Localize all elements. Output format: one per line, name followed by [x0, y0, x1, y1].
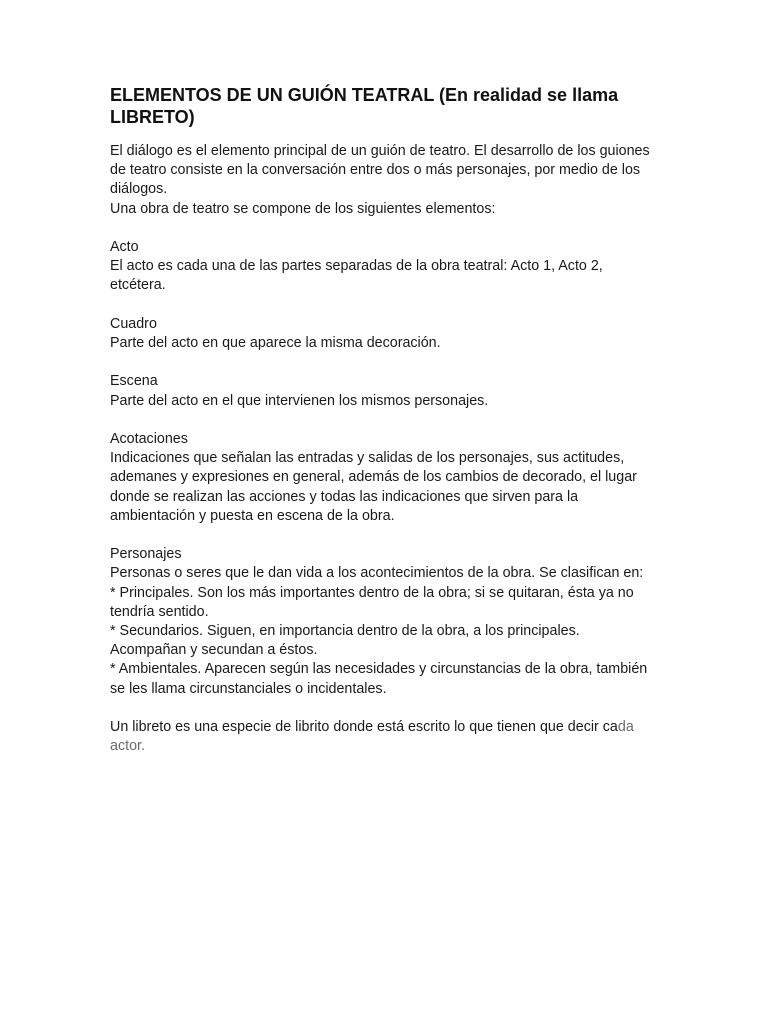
section-body-cuadro: Parte del acto en que aparece la misma decoración. [110, 335, 441, 351]
section-body-acto: El acto es cada una de las partes separadas de la obra teatral: Acto 1, Acto 2, etcétera. [110, 258, 603, 294]
intro-paragraph: El diálogo es el elemento principal de un guión de teatro. El desarrollo de los guiones de teatro consiste en la conversación entre dos o más personajes, por medio de los diálogos. [110, 143, 650, 198]
section-heading-acotaciones: Acotaciones [110, 430, 188, 447]
spacer [110, 411, 650, 430]
spacer [110, 296, 650, 315]
closing-text-faded: da actor. [110, 719, 634, 755]
spacer [110, 219, 650, 238]
closing-text: Un libreto es una especie de librito donde está escrito lo que tienen que decir ca [110, 719, 618, 735]
list-item-ambientales: * Ambientales. Aparecen según las necesidades y circunstancias de la obra, también se les llama circunstanciales o incidentales. [110, 661, 648, 697]
document-title: ELEMENTOS DE UN GUIÓN TEATRAL (En realidad se llama LIBRETO) [110, 85, 619, 127]
section-body-personajes: Personas o seres que le dan vida a los acontecimientos de la obra. Se clasifican en: [110, 565, 644, 582]
list-item-secundarios: * Secundarios. Siguen, en importancia dentro de la obra, a los principales. Acompañan y secundan a éstos. [110, 623, 580, 659]
spacer [110, 353, 650, 372]
section-body-acotaciones: Indicaciones que señalan las entradas y salidas de los personajes, sus actitudes, ademanes y expresiones en general, además de los cambios de decorado, el lugar donde se realizan las acciones y todas las indicaciones que sirven para la ambientación y puesta en escena de la obra. [110, 450, 637, 524]
spacer [110, 699, 650, 718]
section-heading-personajes: Personajes [110, 546, 182, 563]
document-page [110, 84, 650, 756]
intro-paragraph-2: Una obra de teatro se compone de los siguientes elementos: [110, 200, 496, 217]
section-heading-acto: Acto [110, 239, 139, 255]
section-heading-escena: Escena [110, 373, 158, 390]
list-item-principales: * Principales. Son los más importantes dentro de la obra; si se quitaran, ésta ya no tendría sentido. [110, 584, 634, 620]
spacer [110, 526, 650, 545]
closing-paragraph [110, 718, 650, 756]
section-heading-cuadro: Cuadro [110, 315, 157, 332]
section-body-escena: Parte del acto en el que intervienen los mismos personajes. [110, 392, 489, 409]
